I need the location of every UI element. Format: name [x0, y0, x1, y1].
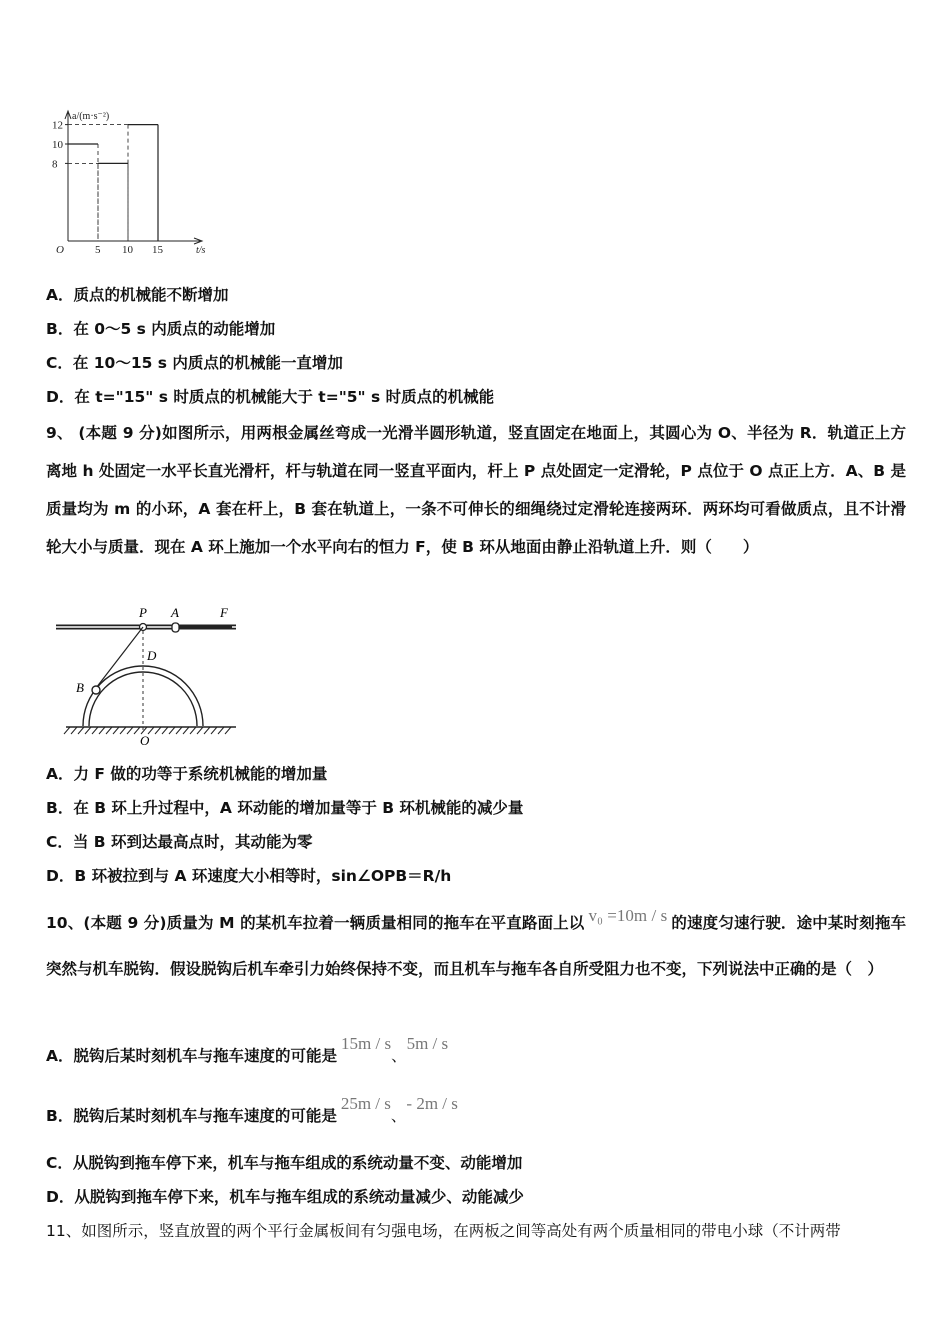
label-a: A — [171, 605, 179, 620]
q10-option-b-v2: - 2m / s — [406, 1094, 458, 1113]
ground-hatch — [190, 727, 196, 734]
x-tick-label: 10 — [122, 244, 133, 253]
ring-a — [172, 623, 179, 632]
label-f: F — [220, 605, 228, 620]
ground-hatch — [162, 727, 168, 734]
q9-option-b: B．在 B 环上升过程中，A 环动能的增加量等于 B 环机械能的减少量 — [46, 799, 524, 817]
ground-hatch — [127, 727, 133, 734]
ground-hatch — [85, 727, 91, 734]
q8-option-a: A．质点的机械能不断增加 — [46, 286, 229, 304]
ground-hatch — [92, 727, 98, 734]
q10-option-a-sep: 、 — [391, 1047, 407, 1065]
ground-hatch — [155, 727, 161, 734]
q9-option-a: A．力 F 做的功等于系统机械能的增加量 — [46, 765, 328, 783]
ground-hatch — [71, 727, 77, 734]
rope — [96, 627, 143, 688]
label-d: D — [147, 648, 157, 663]
q10-option-b-sep: 、 — [390, 1107, 407, 1125]
y-axis-label: a/(m·s⁻²) — [72, 111, 110, 122]
q8-option-c: C．在 10～15 s 内质点的机械能一直增加 — [46, 354, 343, 372]
ground-hatch — [218, 727, 224, 734]
x-axis-label: t/s — [196, 245, 206, 253]
x-tick-label: 15 — [152, 244, 163, 253]
q10-option-d: D．从脱钩到拖车停下来，机车与拖车组成的系统动量减少、动能减少 — [46, 1188, 524, 1206]
q9-option-d: D．B 环被拉到与 A 环速度大小相等时，sin∠OPB＝R/h — [46, 867, 452, 885]
ground-hatch — [64, 727, 70, 734]
ground-hatch — [183, 727, 189, 734]
q10-stem-after: 的速度匀速行驶．途中某时刻拖车突然与机车脱钩．假设脱钩后机车牵引力始终保持不变，而且机车与拖车各自所受阻力也不变，下列说法中正确的是（ ） — [46, 914, 906, 978]
q10-option-b-v1: 25m / s — [340, 1094, 391, 1113]
ground-hatch — [211, 727, 217, 734]
q11-stem: 11、如图所示，竖直放置的两个平行金属板间有匀强电场，在两板之间等高处有两个质量相同的带电小球（不计两带 — [46, 1222, 841, 1240]
label-o: O — [140, 733, 150, 745]
q9-figure — [52, 603, 244, 745]
q10-option-a-v1: 15m / s — [341, 1034, 392, 1053]
ground-hatch — [197, 727, 203, 734]
q10-stem-before: 10、(本题 9 分)质量为 M 的某机车拉着一辆质量相同的拖车在平直路面上以 — [46, 914, 585, 932]
q10-option-b-text: B．脱钩后某时刻机车与拖车速度的可能是 — [46, 1107, 337, 1125]
q8-option-b: B．在 0～5 s 内质点的动能增加 — [46, 320, 276, 338]
label-b: B — [76, 680, 84, 695]
q10-option-a-v2: 5m / s — [406, 1034, 449, 1053]
q8-option-d: D．在 t="15" s 时质点的机械能大于 t="5" s 时质点的机械能 — [46, 388, 495, 406]
ground-hatch — [78, 727, 84, 734]
y-tick-label: 12 — [52, 119, 63, 132]
v0-formula: v₀ =10m / s — [588, 906, 668, 925]
ground-hatch — [225, 727, 231, 734]
y-tick-label: 8 — [52, 158, 58, 171]
ground-hatch — [176, 727, 182, 734]
origin-label: O — [56, 244, 64, 253]
ground-hatch — [99, 727, 105, 734]
q10-option-a — [46, 1034, 449, 1066]
ground-hatch — [169, 727, 175, 734]
q9-stem: 9、 (本题 9 分)如图所示，用两根金属丝弯成一光滑半圆形轨道，竖直固定在地面上，其圆心为 O、半径为 R．轨道正上方离地 h 处固定一水平长直光滑杆，杆与轨道在同一竖直平面内，杆上 P 点处固定一定滑轮，P 点位于 O 点正上方．A、B 是质量均为 m 的小环，A 套在杆上，B 套在轨道上，一条不可伸长的细绳绕过定滑轮连接两环．两环均可看做质点，且不计滑轮大小与质量．现在 A 环上施加一个水平向右的恒力 F，使 B 环从地面由静止沿轨道上升．则（ ） — [46, 424, 906, 556]
q10-option-c: C．从脱钩到拖车停下来，机车与拖车组成的系统动量不变、动能增加 — [46, 1154, 523, 1172]
ground-hatch — [204, 727, 210, 734]
q10-option-a-text: A．脱钩后某时刻机车与拖车速度的可能是 — [46, 1047, 337, 1065]
ground-hatch — [113, 727, 119, 734]
acceleration-time-graph — [50, 105, 220, 253]
x-tick-label: 5 — [95, 244, 101, 253]
q9-option-c: C．当 B 环到达最高点时，其动能为零 — [46, 833, 313, 851]
q10-stem — [46, 900, 906, 992]
label-p: P — [139, 605, 147, 620]
ground-hatch — [106, 727, 112, 734]
q10-option-b — [46, 1094, 458, 1126]
ground-hatch — [120, 727, 126, 734]
y-tick-label: 10 — [52, 139, 63, 151]
ring-b — [92, 686, 100, 694]
